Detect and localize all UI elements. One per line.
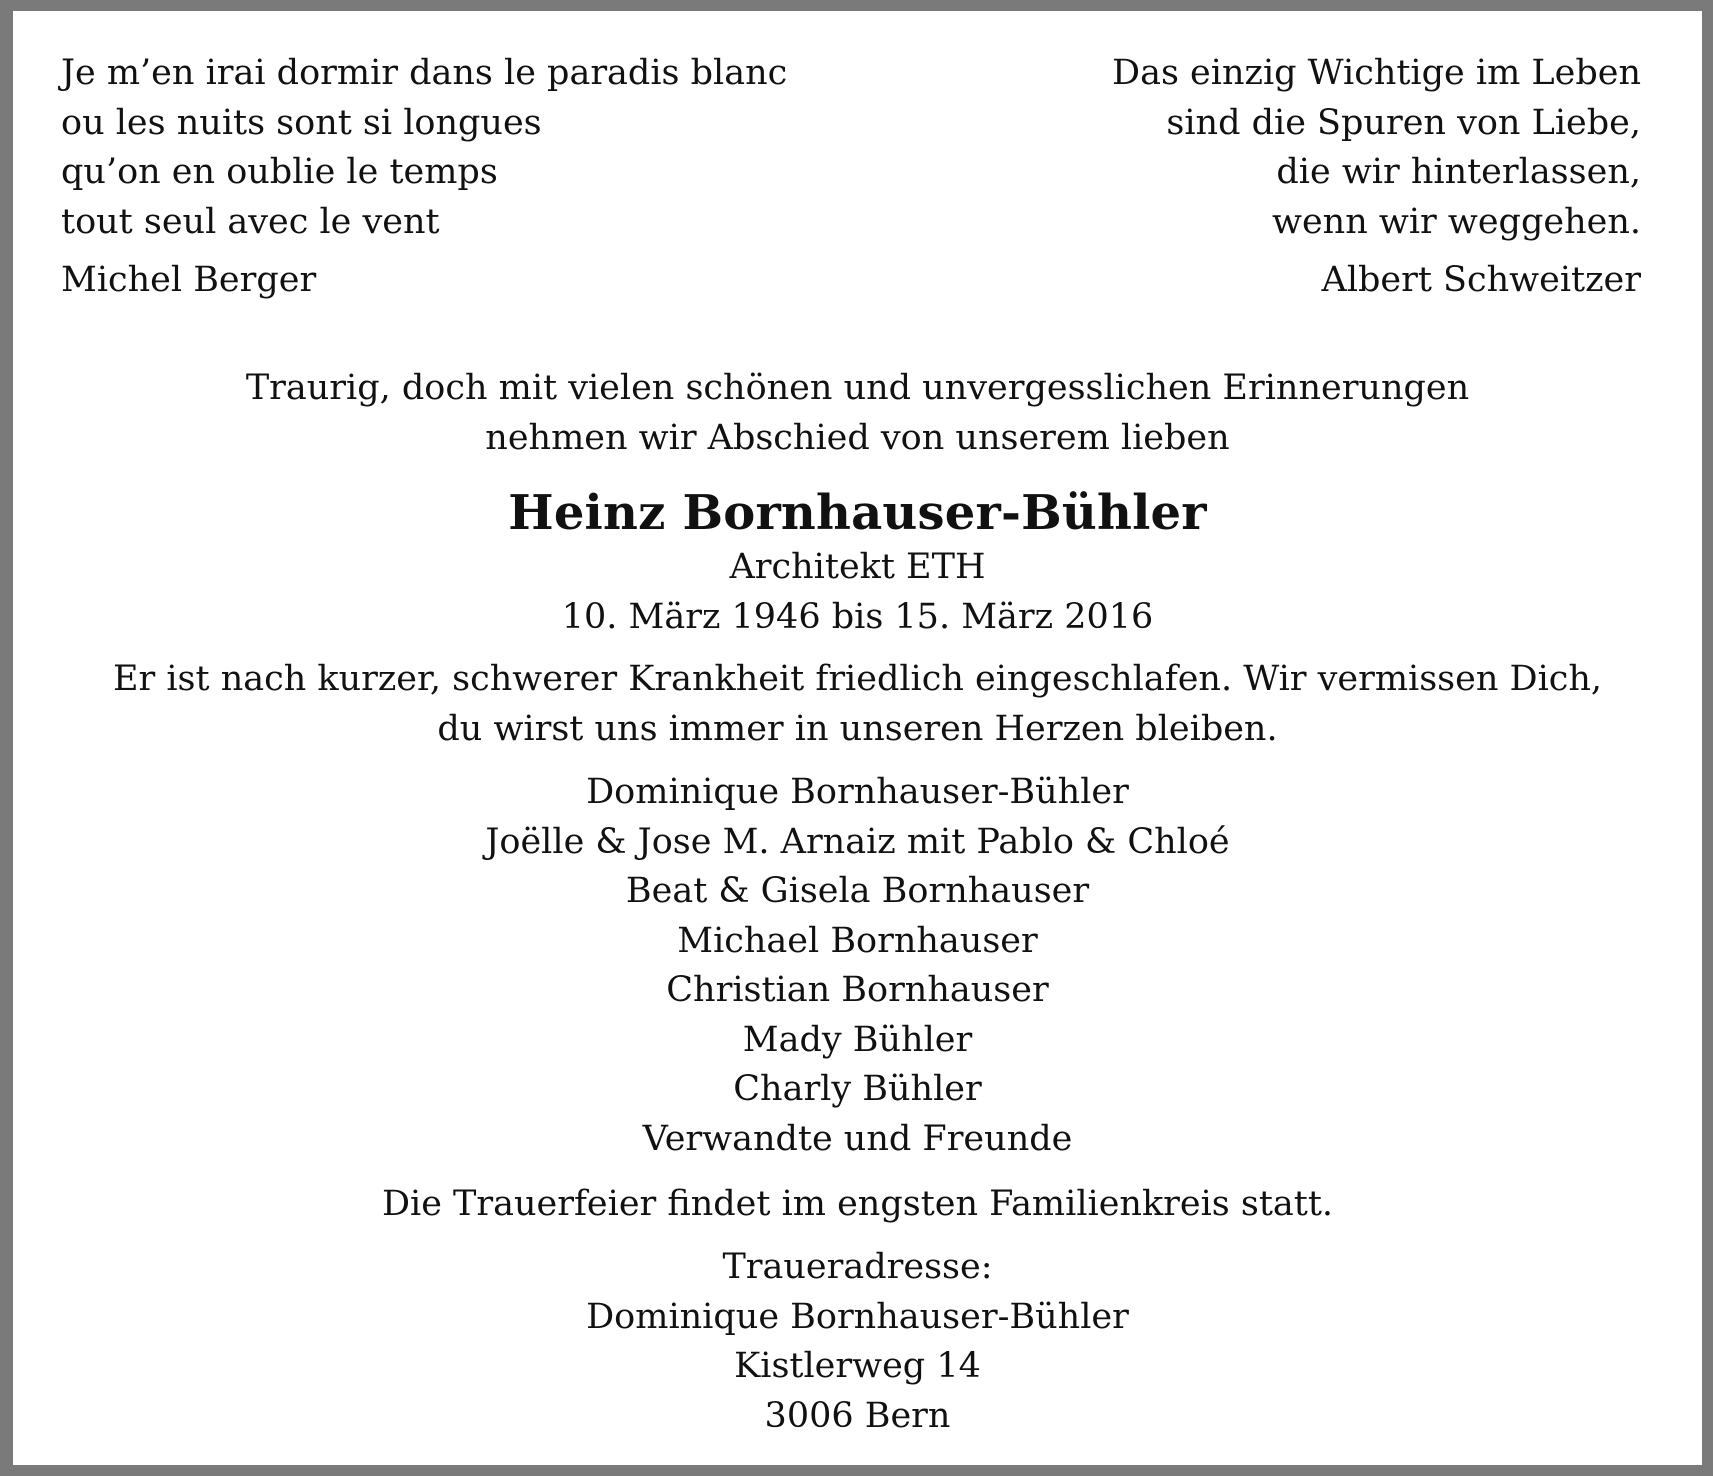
mourner-name: Joëlle & Jose M. Arnaiz mit Pablo & Chloé [485,821,1230,862]
address-line: Kistlerweg 14 [734,1346,981,1386]
message-line: du wirst uns immer in unseren Herzen bleiben. [437,708,1278,749]
mourner-name: Christian Bornhauser [666,970,1049,1010]
quote-left-line: tout seul avec le vent [61,201,440,242]
quote-right-author: Albert Schweitzer [1321,260,1641,300]
quote-left-line: qu’on en oublie le temps [61,152,498,192]
deceased-profession [13,543,1702,593]
intro-line: nehmen wir Abschied von unserem lieben [485,417,1230,458]
quote-left [61,49,821,306]
mourner-name: Beat & Gisela Bornhauser [625,871,1090,911]
mourner-name: Dominique Bornhauser-Bühler [586,772,1129,812]
mourner-name: Charly Bühler [733,1069,982,1109]
quote-right [881,49,1641,306]
quote-left-line: Je m’en irai dormir dans le paradis blanc [61,53,788,93]
address-line: Dominique Bornhauser-Bühler [586,1296,1129,1337]
ceremony-text: Die Trauerfeier findet im engsten Familienkreis statt. [381,1184,1334,1224]
quote-left-line: ou les nuits sont si longues [61,102,542,143]
quote-right-line: Das einzig Wichtige im Leben [1112,53,1641,93]
mourning-address [13,1243,1702,1441]
address-label: Traueradresse: [722,1247,993,1287]
quote-right-line: sind die Spuren von Liebe, [1166,102,1641,143]
quote-right-line: wenn wir weggehen. [1271,201,1641,242]
address-line: 3006 Bern [764,1395,951,1436]
intro-line: Traurig, doch mit vielen schönen und unvergesslichen Erinnerungen [245,368,1470,408]
profession-text: Architekt ETH [729,547,986,587]
dates-text: 10. März 1946 bis 15. März 2016 [561,597,1154,637]
ceremony-note [13,1180,1702,1230]
message-line: Er ist nach kurzer, schwerer Krankheit friedlich eingeschlafen. Wir vermissen Dich, [112,659,1603,699]
mourner-name: Mady Bühler [742,1019,973,1060]
mourner-name: Michael Bornhauser [677,920,1038,961]
obituary-notice [13,11,1702,1465]
mourners-list [13,768,1702,1164]
intro-text [13,364,1702,463]
quote-left-author: Michel Berger [61,260,317,300]
deceased-name: Heinz Bornhauser-Bühler [508,485,1207,541]
life-dates [13,593,1702,643]
quote-right-line: die wir hinterlassen, [1276,152,1641,192]
farewell-message [13,655,1702,754]
mourner-name: Verwandte und Freunde [642,1118,1073,1159]
